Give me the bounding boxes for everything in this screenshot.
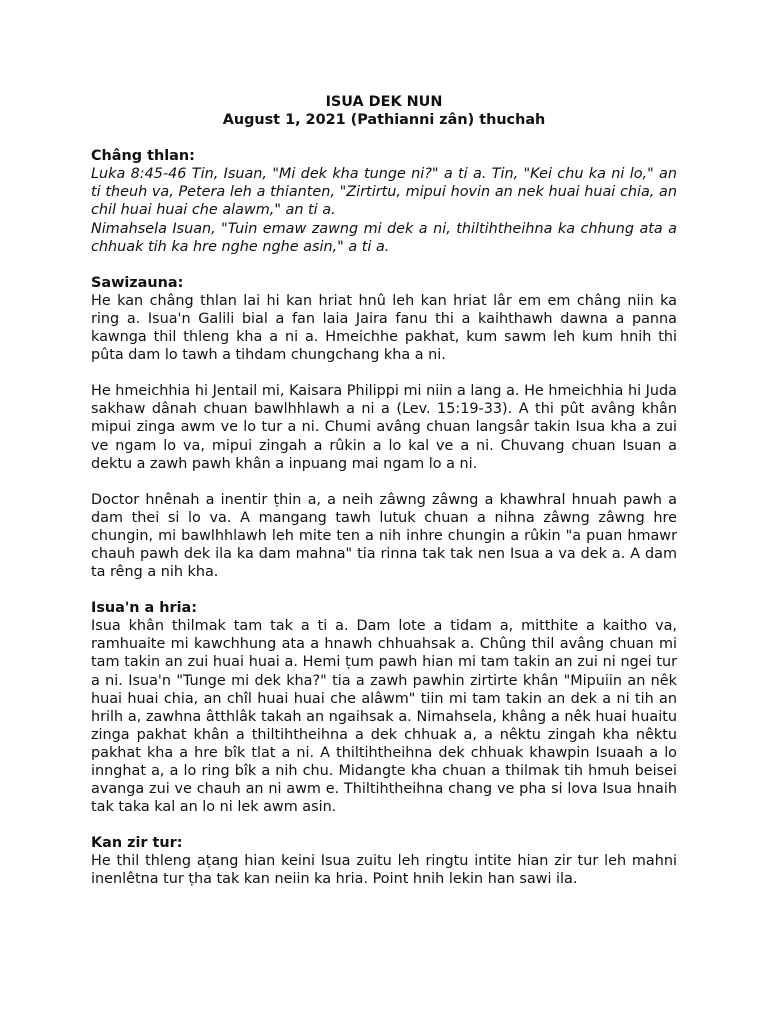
verse-text: Nimahsela Isuan, "Tuin emaw zawng mi dek a ni, thiltihtheihna ka chhung ata a chhuak tih ka hre nghe nghe asin," a ti a. [91,220,677,255]
document-date-line: August 1, 2021 (Pathianni zân) thuchah [222,112,546,129]
document-page [91,93,677,889]
section-chang-thlan [91,147,677,256]
section-isuan-a-hria [91,599,677,816]
document-header [91,93,677,129]
section-heading: Sawizauna: [91,274,184,291]
body-paragraph: He thil thleng aṭang hian keini Isua zuitu leh ringtu intite hian zir tur leh mahni inenlêtna tur ṭha tak kan neiin ka hria. Point hnih lekin han sawi ila. [91,853,677,888]
section-kan-zir-tur [91,834,677,888]
section-heading: Isua'n a hria: [91,600,197,617]
document-title: ISUA DEK NUN [325,94,443,110]
body-paragraph: Isua khân thilmak tam tak a ti a. Dam lote a tidam a, mitthite a kaitho va, ramhuaite mi kawchhung ata a hnawh chhuahsak a. Chûng thil avâng chuan mi tam takin an zui huai huai a. Hemi ṭum pawh hian mi tam takin an zui ni ngei tur a ni. Isua'n "Tunge mi dek kha?" tia a zawh pawhin zirtirte khân "Mipuiin an nêk huai huai chia, an chîl huai huai che alâwm" tiin mi tam takin an dek a ni tih an hrilh a, zawhna âtthlâk takah an ngaihsak a. Nimahsela, khâng a nêk huai huaitu zinga pakhat khân a thiltihtheihna a dek chhuak a, a nêktu zingah kha nêktu pakhat kha a hre bîk tlat a ni. A thiltihtheihna dek chhuak khawpin Isuaah a lo innghat a, a lo ring bîk a nih chu. Midangte kha chuan a thilmak tih hmuh beisei avanga zui ve chauh an ni awm e. Thiltihtheihna chang ve pha si lova Isua hnaih tak taka kal an lo ni lek awm asin. [91,618,677,816]
body-paragraph: Doctor hnênah a inentir ṭhin a, a neih zâwng zâwng a khawhral hnuah pawh a dam thei si lo va. A mangang tawh lutuk chuan a nihna zâwng zâwng hre chungin, mi bawlhhlawh leh mite ten a nih inhre chungin a rûkin "a puan hmawr chauh pawh dek ila ka dam mahna" tia rinna tak tak nen Isua a va dek a. A dam ta rêng a nih kha. [91,491,677,581]
section-sawizauna [91,274,677,581]
section-heading: Châng thlan: [91,148,195,165]
verse-text: Luka 8:45-46 Tin, Isuan, "Mi dek kha tunge ni?" a ti a. Tin, "Kei chu ka ni lo," an ti theuh va, Petera leh a thianten, "Zirtirtu, mipui hovin an nek huai huai chia, an chil huai huai che alawm," an ti a. [91,166,677,219]
body-paragraph: He hmeichhia hi Jentail mi, Kaisara Philippi mi niin a lang a. He hmeichhia hi Juda sakhaw dânah chuan bawlhhlawh a ni a (Lev. 15:19-33). A thi pût avâng khân mipui zinga awm ve lo tur a ni. Chumi avâng chuan langsâr takin Isua kha a zui ve ngam lo va, mipui zingah a rûkin a lo kal ve a ni. Chuvang chuan Isuan a dektu a zawh pawh khân a inpuang mai ngam lo a ni. [91,383,677,472]
body-paragraph: He kan châng thlan lai hi kan hriat hnû leh kan hriat lâr em em châng niin ka ring a. Isua'n Galili bial a fan laia Jaira fanu thi a kaihthawh dawna a panna kawnga thil thleng kha a ni a. Hmeichhe pakhat, kum sawm leh kum hnih thi pûta dam lo tawh a tihdam chungchang kha a ni. [91,292,677,364]
section-heading: Kan zir tur: [91,835,183,852]
